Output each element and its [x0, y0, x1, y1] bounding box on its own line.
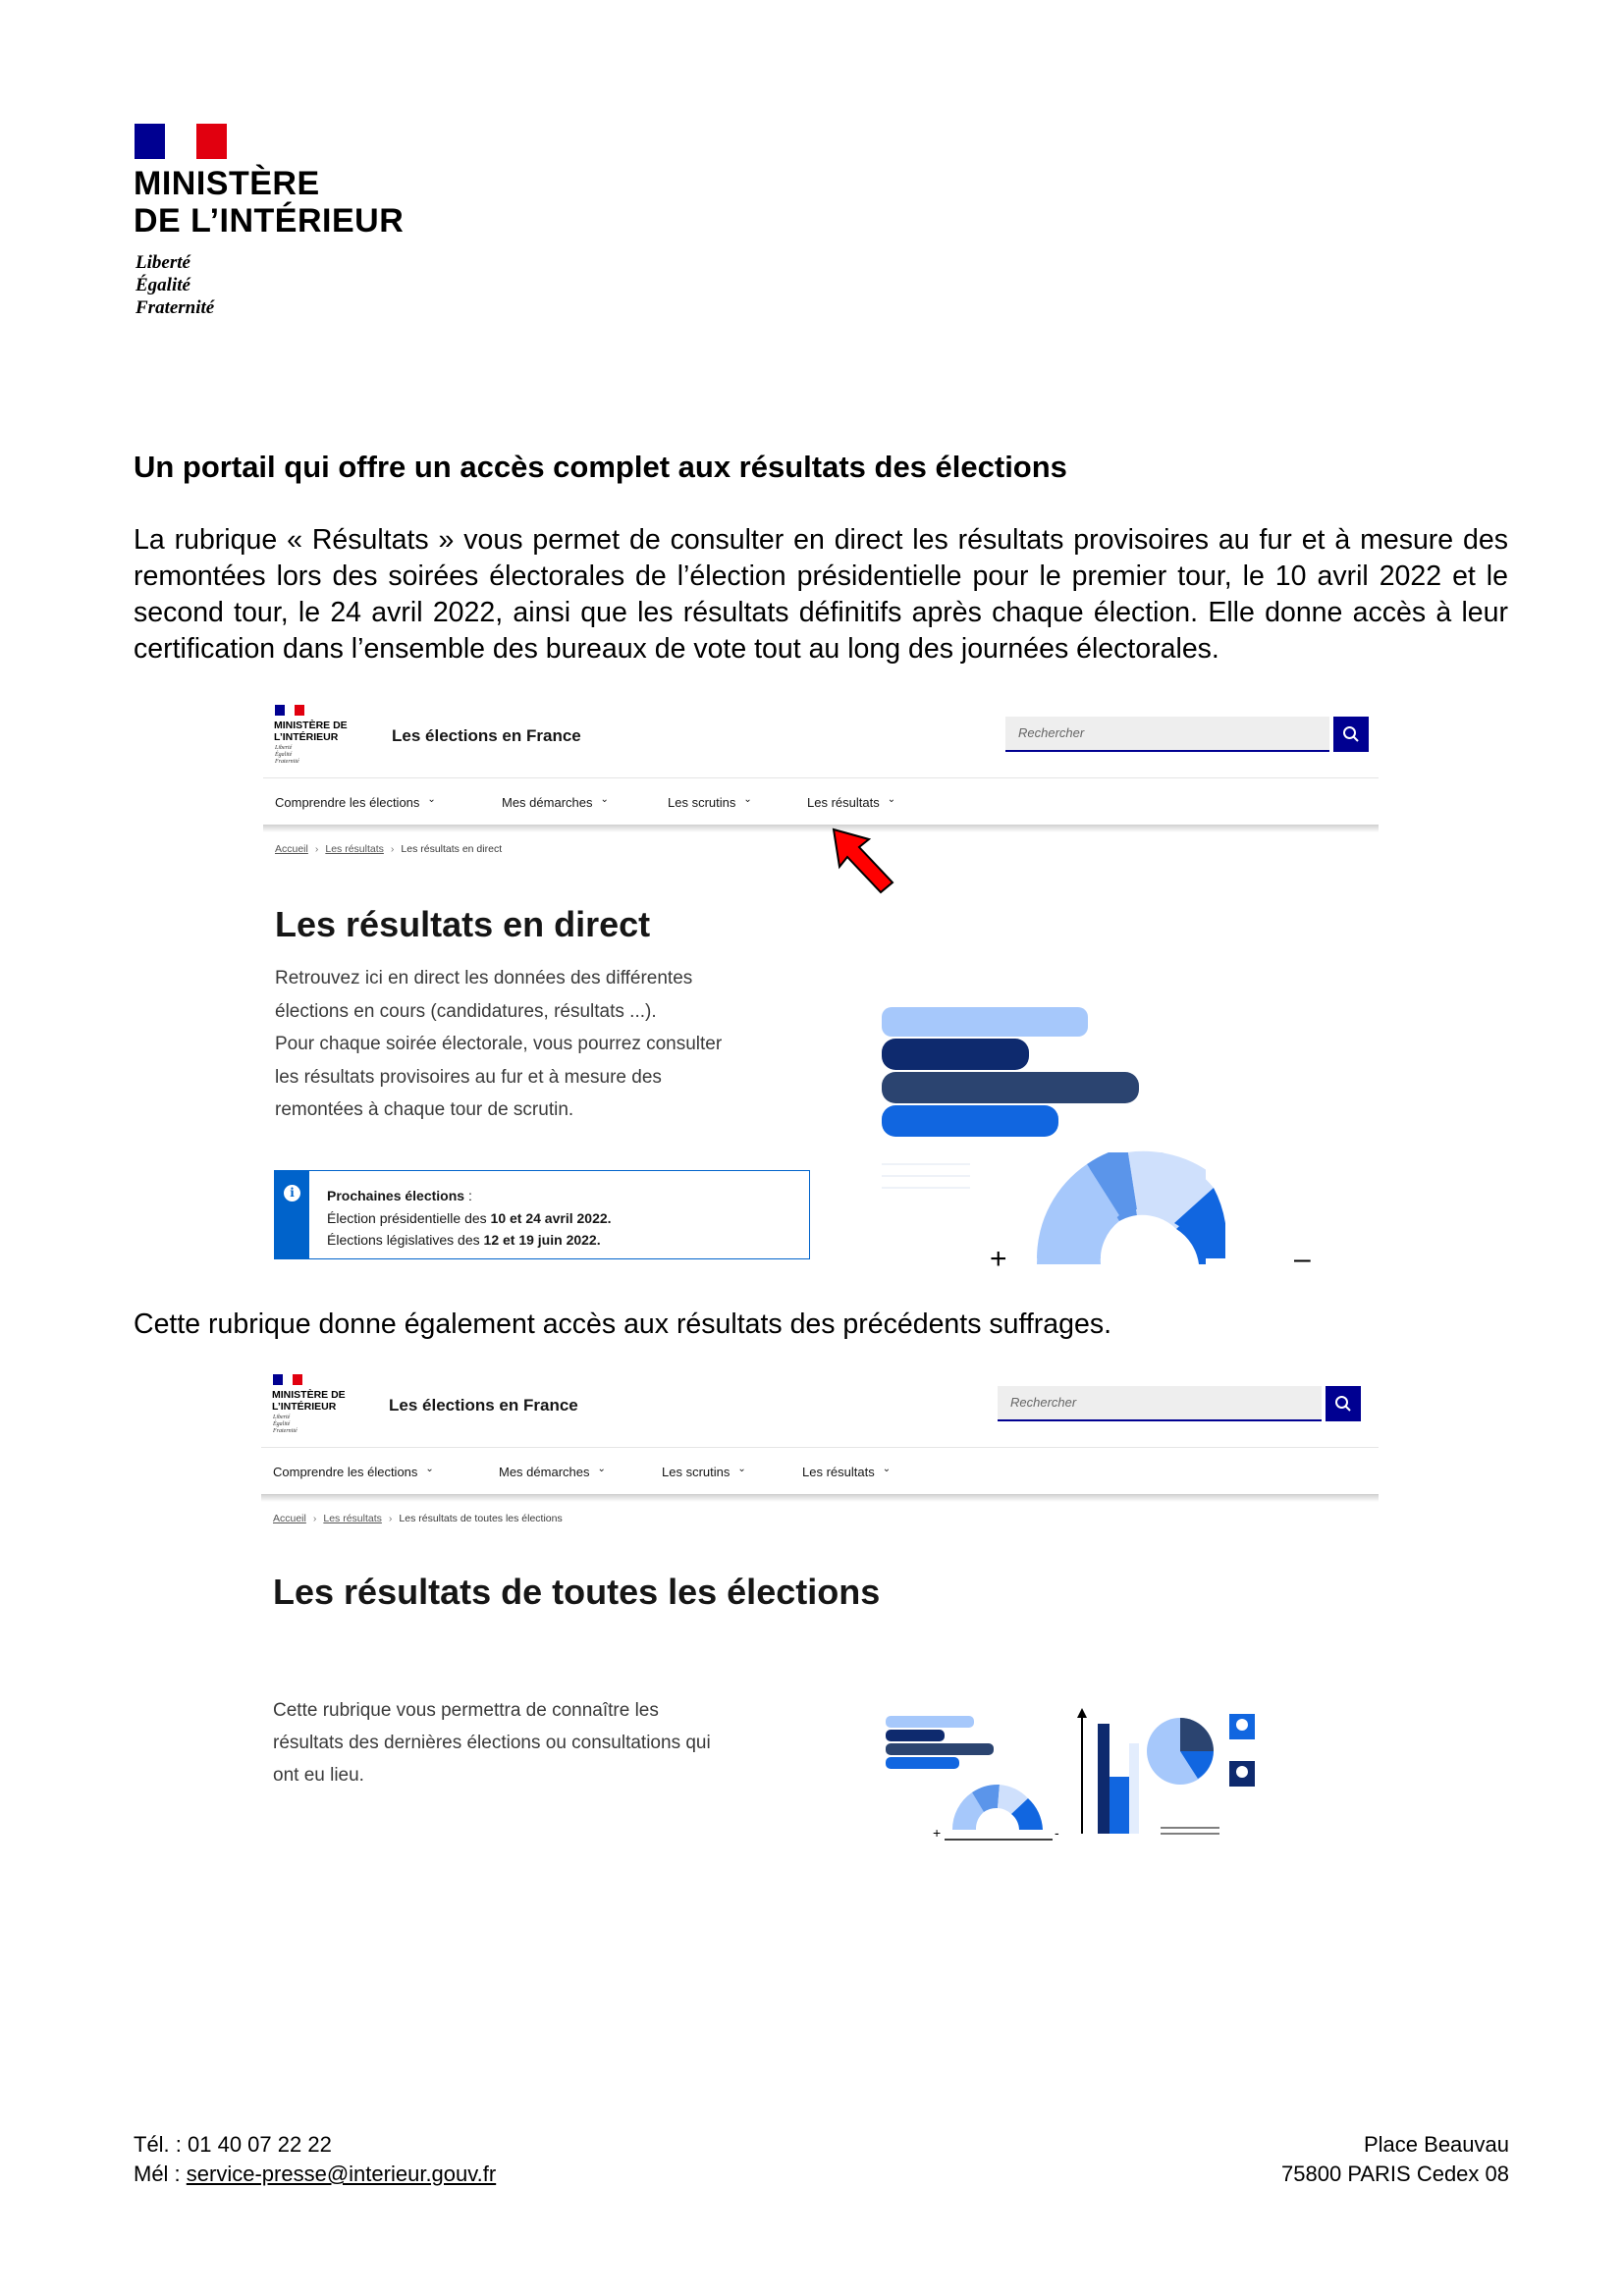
site-flag-logo	[275, 705, 304, 716]
nav-comprendre[interactable]	[275, 795, 436, 810]
nav-label: Les scrutins	[662, 1465, 731, 1479]
footer-mail-link[interactable]: service-presse@interieur.gouv.fr	[186, 2162, 497, 2186]
breadcrumb-home[interactable]: Accueil	[275, 843, 308, 855]
red-arrow-annotation	[830, 824, 908, 902]
info-icon: i	[284, 1185, 300, 1201]
site-title[interactable]: Les élections en France	[389, 1396, 578, 1415]
motto-liberte: Liberté	[135, 252, 190, 273]
nav-label: Comprendre les élections	[273, 1465, 418, 1479]
search-button[interactable]	[1326, 1386, 1361, 1421]
site-ministry-name	[274, 720, 348, 743]
search-input[interactable]	[1005, 717, 1329, 752]
illustration-column-2	[1110, 1777, 1129, 1834]
notice-text: Prochaines élections : Élection présidentielle des 10 et 24 avril 2022. Élections législatives des 12 et 19 juin 2022.	[327, 1188, 612, 1248]
search-placeholder: Rechercher	[1010, 1395, 1077, 1410]
site-ministry-line1: MINISTÈRE DE	[274, 720, 348, 731]
gauge-chart	[1037, 1152, 1225, 1270]
notice-line1-dates: 10 et 24 avril 2022.	[490, 1209, 612, 1226]
avatar-head	[1236, 1719, 1248, 1731]
results-overview-illustration	[886, 1708, 1298, 1845]
chevron-down-icon: ⌄	[887, 794, 896, 805]
nav-resultats[interactable]	[807, 795, 895, 810]
screenshot-live-results	[263, 693, 1379, 1282]
site-flag-logo	[273, 1374, 302, 1385]
site-ministry-line1: MINISTÈRE DE	[272, 1389, 346, 1401]
nav-demarches[interactable]	[499, 1465, 606, 1479]
header-divider	[261, 1447, 1379, 1448]
article-title: Un portail qui offre un accès complet aux résultats des élections	[134, 450, 1067, 484]
breadcrumb-current: Les résultats de toutes les élections	[399, 1513, 563, 1524]
illustration-column-1	[1098, 1724, 1110, 1834]
screenshot-all-results	[261, 1362, 1379, 1853]
notice-line2-prefix: Élections législatives des	[327, 1232, 484, 1248]
footer-address-line2: 75800 PARIS Cedex 08	[1281, 2162, 1509, 2186]
footer-mail-line	[134, 2160, 496, 2189]
notice-bar	[275, 1171, 309, 1258]
breadcrumb-results[interactable]: Les résultats	[325, 843, 384, 855]
avatar-head	[1236, 1766, 1248, 1778]
article-paragraph-2: Cette rubrique donne également accès aux résultats des précédents suffrages.	[134, 1308, 1111, 1340]
site-ministry-line2: L’INTÉRIEUR	[272, 1401, 337, 1413]
illustration-pie-slice-1	[1180, 1718, 1214, 1751]
breadcrumb: Accueil › Les résultats › Les résultats en direct	[275, 843, 503, 855]
gauge-plus-label: +	[990, 1243, 1007, 1275]
nav-label: Mes démarches	[502, 795, 593, 810]
motto-egalite: Égalité	[135, 275, 190, 295]
notice-line2-dates: 12 et 19 juin 2022.	[483, 1232, 601, 1248]
footer-contact	[134, 2130, 496, 2189]
lead-line: Cette rubrique vous permettra de connaître les	[273, 1700, 659, 1721]
nav-shadow	[261, 1494, 1379, 1502]
illustration-bar-4	[882, 1105, 1058, 1137]
page-heading: Les résultats en direct	[275, 904, 651, 944]
site-motto-2: Égalité	[275, 752, 293, 758]
footer-address	[1281, 2130, 1509, 2189]
illustration-bar-4	[886, 1757, 959, 1769]
nav-scrutins[interactable]	[668, 795, 752, 810]
site-title[interactable]: Les élections en France	[392, 726, 581, 745]
lead-line: ont eu lieu.	[273, 1765, 364, 1786]
search-icon	[1342, 725, 1360, 743]
breadcrumb-home[interactable]: Accueil	[273, 1513, 306, 1524]
chevron-down-icon: ⌄	[743, 794, 752, 805]
chevron-down-icon: ⌄	[425, 1464, 434, 1474]
illustration-bar-2	[886, 1730, 945, 1741]
illustration-bar-2	[882, 1039, 1029, 1070]
ministry-name	[134, 165, 404, 240]
illustration-bar-1	[882, 1007, 1088, 1037]
search-placeholder: Rechercher	[1018, 725, 1085, 740]
notice-next-elections	[274, 1170, 810, 1259]
mini-gauge-minus: -	[1055, 1825, 1059, 1841]
site-motto-1: Liberté	[275, 745, 293, 751]
nav-shadow	[263, 825, 1379, 832]
site-motto-3: Fraternité	[275, 759, 299, 765]
republic-flag-logo	[135, 124, 227, 159]
illustration-column-3	[1129, 1743, 1139, 1834]
illustration-bar-3	[886, 1743, 994, 1755]
page-lead	[273, 1694, 711, 1791]
gauge-minus-label: –	[1294, 1243, 1311, 1275]
mini-gauge-plus: +	[933, 1825, 942, 1841]
republic-motto	[135, 251, 214, 319]
breadcrumb-results[interactable]: Les résultats	[323, 1513, 382, 1524]
site-motto-3: Fraternité	[273, 1428, 298, 1434]
nav-label: Mes démarches	[499, 1465, 590, 1479]
nav-resultats[interactable]	[802, 1465, 891, 1479]
footer-phone: Tél. : 01 40 07 22 22	[134, 2132, 332, 2157]
illustration-bar-1	[886, 1716, 974, 1728]
page-heading: Les résultats de toutes les élections	[273, 1572, 881, 1612]
site-motto-2: Égalité	[273, 1421, 291, 1427]
site-motto	[273, 1415, 298, 1435]
footer-address-line1: Place Beauvau	[1364, 2132, 1509, 2157]
breadcrumb: Accueil › Les résultats › Les résultats de toutes les élections	[273, 1513, 563, 1524]
search-input[interactable]	[998, 1386, 1322, 1421]
site-motto	[275, 745, 299, 766]
article-paragraph-1: La rubrique « Résultats » vous permet de consulter en direct les résultats provisoires au fur et à mesure des remontées lors des soirées électorales de l’élection présidentielle pour le premier tour, le 10 avril 2022 et le second tour, le 24 avril 2022, ainsi que les résultats définitifs après chaque élection. Elle donne accès à leur certification dans l’ensemble des bureaux de vote tout au long des journées électorales.	[134, 524, 1508, 665]
breadcrumb-current: Les résultats en direct	[401, 843, 503, 855]
site-ministry-name	[272, 1389, 346, 1413]
lead-line: les résultats provisoires au fur et à mesure des	[275, 1066, 662, 1088]
nav-demarches[interactable]	[502, 795, 609, 810]
lead-line: résultats des dernières élections ou consultations qui	[273, 1733, 711, 1753]
nav-comprendre[interactable]	[273, 1465, 434, 1479]
ministry-name-line2: DE L’INTÉRIEUR	[134, 202, 405, 240]
illustration-bar-3	[882, 1072, 1139, 1103]
chevron-down-icon: ⌄	[737, 1464, 746, 1474]
nav-label: Les résultats	[807, 795, 880, 810]
site-ministry-line2: L’INTÉRIEUR	[274, 731, 339, 743]
ministry-name-line1: MINISTÈRE	[134, 165, 320, 202]
notice-label: Prochaines élections	[327, 1188, 465, 1203]
header-divider	[263, 777, 1379, 778]
site-motto-1: Liberté	[273, 1415, 291, 1420]
page-lead	[275, 962, 722, 1127]
lead-line: remontées à chaque tour de scrutin.	[275, 1099, 574, 1120]
nav-label: Les scrutins	[668, 795, 736, 810]
lead-line: Retrouvez ici en direct les données des différentes	[275, 968, 693, 988]
nav-scrutins[interactable]	[662, 1465, 746, 1479]
notice-line1-prefix: Élection présidentielle des	[327, 1209, 491, 1226]
axis-arrow	[1077, 1708, 1087, 1718]
search-button[interactable]	[1333, 717, 1369, 752]
nav-label: Les résultats	[802, 1465, 875, 1479]
lead-line: élections en cours (candidatures, résultats ...).	[275, 1000, 657, 1022]
footer-mail-label: Mél :	[134, 2162, 187, 2186]
chevron-down-icon: ⌄	[600, 794, 609, 805]
motto-fraternite: Fraternité	[135, 297, 215, 318]
nav-label: Comprendre les élections	[275, 795, 420, 810]
chevron-down-icon: ⌄	[597, 1464, 606, 1474]
chevron-down-icon: ⌄	[882, 1464, 892, 1474]
search-icon	[1334, 1395, 1352, 1413]
chevron-down-icon: ⌄	[427, 794, 436, 805]
lead-line: Pour chaque soirée électorale, vous pourrez consulter	[275, 1034, 723, 1054]
